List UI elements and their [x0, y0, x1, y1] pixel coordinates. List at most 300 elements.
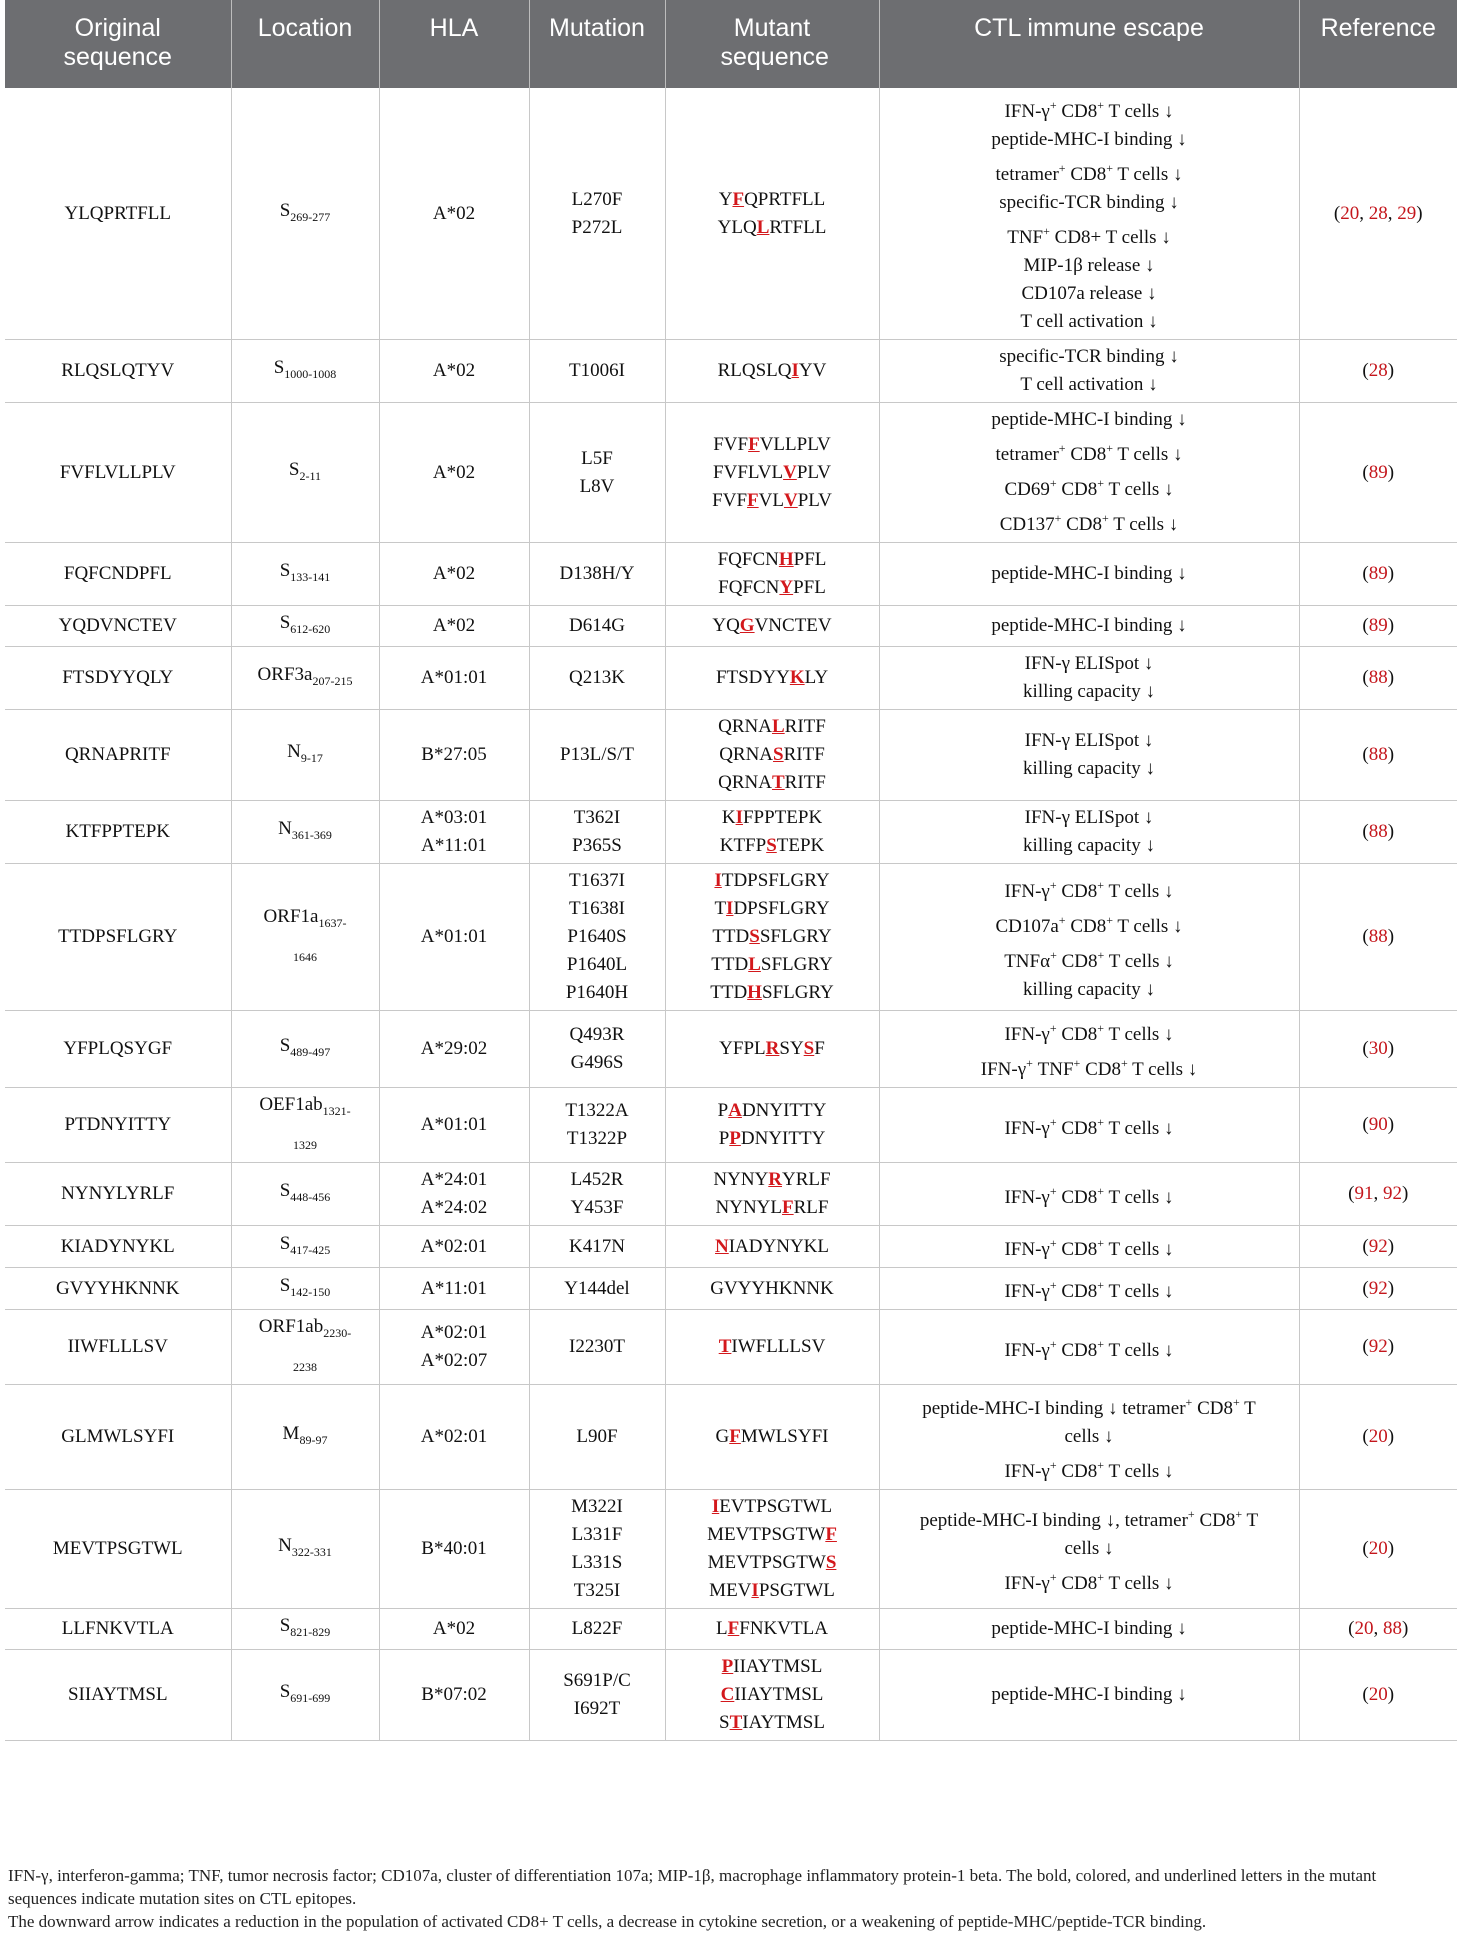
reference-link[interactable]: 88: [1368, 667, 1388, 688]
cell-mutant-sequence: [665, 1310, 879, 1385]
cell-reference: [1299, 1226, 1457, 1268]
superscript: +: [1102, 511, 1109, 525]
cell-location: [231, 647, 379, 710]
hla-allele: A*24:01: [420, 1169, 488, 1190]
sequence-text: QRNA: [719, 744, 774, 765]
cell-original-sequence: FVFLVLLPLV: [5, 403, 231, 543]
location-subscript: 1321-: [322, 1104, 351, 1118]
superscript: +: [1097, 1114, 1105, 1129]
reference-text: ): [1387, 1114, 1395, 1135]
sequence-text: QPRTFLL: [744, 188, 826, 210]
escape-text: IFN-γ: [1004, 1339, 1050, 1361]
mutation-site: I: [751, 1580, 759, 1601]
cell-reference: [1299, 1268, 1457, 1310]
sequence-text: FVF: [712, 489, 748, 511]
escape-effect-line: [886, 1681, 1293, 1709]
escape-text: specific-TCR binding ↓: [999, 192, 1179, 213]
sequence-text: VNCTEV: [754, 615, 832, 636]
reference-link[interactable]: 29: [1397, 202, 1417, 224]
reference-text: (: [1362, 1426, 1369, 1447]
mutation-label: Q493R: [569, 1024, 625, 1045]
sequence-text: PFL: [793, 549, 827, 570]
location-text: S: [279, 1035, 291, 1056]
cell-mutant-sequence: [665, 647, 879, 710]
reference-text: ,: [1373, 1618, 1383, 1639]
mutant-sequence-line: [672, 1653, 873, 1681]
superscript: +: [1232, 1395, 1240, 1409]
escape-text: T cells ↓: [1104, 880, 1174, 902]
reference-link[interactable]: 30: [1368, 1038, 1388, 1059]
cell-mutant-sequence: [665, 340, 879, 403]
cell-location: [231, 1609, 379, 1650]
mutation-label: G496S: [570, 1052, 624, 1073]
reference-text: ): [1387, 615, 1395, 636]
location-subscript: 821-829: [290, 1625, 331, 1639]
cell-hla: [379, 1490, 529, 1609]
escape-effect-line: [886, 560, 1293, 588]
reference-text: ,: [1387, 202, 1398, 224]
cell-mutant-sequence: [665, 1609, 879, 1650]
superscript: +: [1043, 224, 1050, 238]
escape-text: peptide-MHC-I binding ↓, tetramer: [919, 1510, 1188, 1531]
sequence-text: RLQSLQ: [717, 360, 792, 381]
location-text: ORF1ab: [258, 1316, 324, 1337]
mutant-sequence-line: [672, 1125, 873, 1153]
location-text: S: [279, 560, 291, 581]
cell-hla: [379, 1650, 529, 1741]
reference-text: (: [1362, 821, 1369, 842]
escape-text: CD8: [1192, 1398, 1233, 1419]
escape-text: CD8: [1056, 1117, 1098, 1139]
cell-location: [231, 1490, 379, 1609]
cell-ctl-immune-escape: [879, 340, 1299, 403]
sequence-text: FQFCN: [718, 577, 780, 598]
escape-effect-line: [886, 308, 1293, 336]
escape-text: CD137: [999, 514, 1055, 535]
escape-text: CD8: [1056, 1024, 1098, 1045]
mutation-label: T325I: [573, 1580, 621, 1601]
cell-original-sequence: YFPLQSYGF: [5, 1011, 231, 1088]
mutant-sequence-line: [672, 1423, 873, 1451]
escape-effect-line: [886, 1330, 1293, 1365]
mutation-label: I2230T: [569, 1336, 625, 1357]
cell-hla: [379, 1609, 529, 1650]
reference-link[interactable]: 89: [1368, 615, 1388, 636]
reference-text: ): [1402, 1183, 1409, 1204]
header-mutation: Mutation: [529, 0, 665, 88]
superscript: +: [1049, 1183, 1057, 1198]
mutation-label: T1006I: [569, 360, 625, 381]
mutation-label: S691P/C: [563, 1670, 631, 1691]
escape-effect-line: [886, 832, 1293, 860]
cell-hla: [379, 88, 529, 340]
reference-link[interactable]: 92: [1383, 1183, 1402, 1204]
superscript: +: [1049, 476, 1057, 490]
superscript: +: [1097, 1183, 1105, 1198]
table-container: [5, 0, 1457, 1741]
location-subscript: 322-331: [291, 1545, 332, 1559]
escape-text: T cells ↓: [1113, 444, 1183, 465]
escape-text: T cells ↓: [1104, 1024, 1174, 1045]
reference-text: (: [1348, 1618, 1355, 1639]
location-subscript: 1329: [293, 1138, 317, 1152]
cell-ctl-immune-escape: [879, 647, 1299, 710]
cell-ctl-immune-escape: [879, 1163, 1299, 1226]
cell-original-sequence: KTFPPTEPK: [5, 801, 231, 864]
sequence-text: Y: [718, 188, 733, 210]
reference-link[interactable]: 20: [1368, 1426, 1388, 1447]
cell-mutant-sequence: [665, 864, 879, 1011]
location-subscript: 207-215: [312, 674, 353, 688]
sequence-text: MEVTPSGTW: [707, 1524, 826, 1545]
superscript: +: [1185, 1395, 1193, 1409]
hla-allele: A*02: [432, 461, 476, 483]
mutant-sequence-line: [672, 951, 873, 979]
reference-text: (: [1348, 1183, 1355, 1204]
header-original-sequence: Original sequence: [5, 0, 231, 88]
mutant-sequence-line: [672, 923, 873, 951]
sequence-text: VLLPLV: [759, 433, 831, 455]
table-row: [5, 1226, 1457, 1268]
table-row: [5, 647, 1457, 710]
table-row: [5, 1310, 1457, 1385]
location-subscript: 1000-1008: [284, 367, 337, 381]
cell-original-sequence: PTDNYITTY: [5, 1088, 231, 1163]
cell-ctl-immune-escape: [879, 1650, 1299, 1741]
escape-text: T cells ↓: [1108, 514, 1179, 535]
hla-allele: B*07:02: [421, 1684, 487, 1705]
mutation-label: Y453F: [570, 1197, 624, 1218]
cell-hla: [379, 864, 529, 1011]
reference-link[interactable]: 20: [1354, 1618, 1374, 1639]
sequence-text: IAYTMSL: [742, 1712, 825, 1733]
cell-reference: [1299, 1310, 1457, 1385]
escape-effect-line: [886, 1108, 1293, 1143]
cell-original-sequence: FQFCNDPFL: [5, 543, 231, 606]
escape-text: killing capacity ↓: [1023, 978, 1155, 1000]
location-text: N: [278, 1535, 292, 1556]
cell-mutation: [529, 1088, 665, 1163]
header-hla: HLA: [379, 0, 529, 88]
cell-location: [231, 1163, 379, 1226]
reference-link[interactable]: 89: [1368, 563, 1388, 584]
reference-text: ): [1387, 1538, 1395, 1559]
escape-text: T cells ↓: [1104, 950, 1174, 972]
mutation-label: L331S: [571, 1552, 623, 1573]
cell-location: [231, 1011, 379, 1088]
escape-text: T cells ↓: [1113, 164, 1183, 185]
reference-link[interactable]: 20: [1340, 202, 1360, 224]
hla-allele: B*40:01: [421, 1538, 487, 1559]
reference-link[interactable]: 92: [1368, 1235, 1388, 1257]
hla-allele: A*02:01: [420, 1426, 488, 1447]
location-text: S: [273, 357, 285, 378]
escape-effect-line: [886, 727, 1293, 755]
cell-mutation: [529, 340, 665, 403]
table-row: [5, 1490, 1457, 1609]
escape-effect-line: [886, 343, 1293, 371]
reference-link[interactable]: 90: [1368, 1114, 1388, 1135]
reference-link[interactable]: 92: [1368, 1336, 1388, 1357]
sequence-text: TEPK: [776, 835, 825, 856]
escape-text: CD8: [1056, 1281, 1098, 1302]
mutant-sequence-line: [672, 1681, 873, 1709]
cell-mutation: [529, 606, 665, 647]
escape-text: T cell activation ↓: [1020, 374, 1158, 395]
sequence-text: EVTPSGTWL: [719, 1496, 833, 1517]
reference-text: (: [1333, 202, 1341, 224]
superscript: +: [1049, 1236, 1057, 1250]
sequence-text: YRLF: [782, 1169, 831, 1190]
reference-text: (: [1362, 1336, 1369, 1357]
escape-effect-line: [886, 504, 1293, 539]
escape-effect-line: [886, 976, 1293, 1004]
escape-effect-line: [886, 1451, 1293, 1486]
reference-link[interactable]: 28: [1368, 360, 1388, 381]
location-subscript: 2238: [293, 1360, 317, 1374]
cell-location: [231, 1268, 379, 1310]
escape-effect-line: [886, 678, 1293, 706]
cell-reference: [1299, 647, 1457, 710]
sequence-text: F: [814, 1038, 825, 1059]
sequence-text: PFL: [793, 577, 826, 598]
escape-text: CD107a: [995, 915, 1059, 937]
superscript: +: [1049, 1570, 1057, 1584]
reference-link[interactable]: 92: [1368, 1277, 1388, 1299]
table-row: [5, 403, 1457, 543]
cell-reference: [1299, 606, 1457, 647]
sequence-text: PLV: [796, 461, 831, 483]
cell-original-sequence: YLQPRTFLL: [5, 88, 231, 340]
escape-effect-line: [886, 1271, 1293, 1306]
cell-ctl-immune-escape: [879, 1226, 1299, 1268]
cell-mutation: [529, 1268, 665, 1310]
escape-effect-line: [886, 650, 1293, 678]
header-location: Location: [231, 0, 379, 88]
cell-mutation: [529, 1310, 665, 1385]
sequence-text: VL: [758, 489, 784, 511]
mutant-sequence-line: [672, 1194, 873, 1222]
escape-text: cells ↓: [1064, 1426, 1114, 1447]
cell-location: [231, 1650, 379, 1741]
table-row: [5, 88, 1457, 340]
sequence-text: SFLGRY: [759, 926, 832, 947]
cell-mutation: [529, 801, 665, 864]
reference-link[interactable]: 28: [1368, 202, 1388, 224]
location-subscript: 9-17: [300, 751, 323, 765]
escape-text: IFN-γ: [1004, 1281, 1050, 1302]
cell-hla: [379, 1385, 529, 1490]
superscript: +: [1097, 1278, 1105, 1292]
mutation-label: T1637I: [569, 870, 625, 891]
location-subscript: 142-150: [290, 1284, 331, 1299]
sequence-text: SFLGRY: [760, 954, 833, 975]
reference-text: ): [1387, 1277, 1395, 1299]
cell-original-sequence: MEVTPSGTWL: [5, 1490, 231, 1609]
footnote-arrow: The downward arrow indicates a reduction in the population of activated CD8+ T cells, a decrease in cytokine secretion, or a weakening of peptide-MHC/peptide-TCR binding.: [8, 1912, 1207, 1931]
cell-hla: [379, 1163, 529, 1226]
mutation-label: T1638I: [569, 898, 625, 919]
escape-effect-line: [886, 906, 1293, 941]
escape-effect-line: [886, 1014, 1293, 1049]
sequence-text: NYNY: [713, 1169, 769, 1190]
mutation-site: P: [729, 1128, 741, 1149]
cell-hla: [379, 647, 529, 710]
escape-text: specific-TCR binding ↓: [999, 346, 1179, 367]
cell-mutant-sequence: [665, 1490, 879, 1609]
sequence-text: PSGTWL: [758, 1580, 835, 1601]
sequence-text: FQFCN: [717, 549, 779, 570]
mutation-site: I: [714, 870, 722, 891]
reference-link[interactable]: 89: [1368, 461, 1388, 483]
sequence-text: FVFLVL: [713, 461, 784, 483]
mutation-label: K417N: [569, 1235, 625, 1257]
mutation-label: L452R: [570, 1169, 624, 1190]
escape-effect-line: [886, 434, 1293, 469]
escape-effect-line: [886, 189, 1293, 217]
sequence-text: RTFLL: [769, 216, 827, 238]
hla-allele: A*02:01: [420, 1322, 488, 1343]
escape-text: IFN-γ: [1004, 101, 1050, 122]
reference-text: ): [1416, 202, 1423, 224]
sequence-text: YV: [798, 360, 827, 381]
mutation-site: S: [825, 1552, 837, 1573]
escape-text: peptide-MHC-I binding ↓ tetramer: [922, 1398, 1186, 1419]
superscript: +: [1106, 912, 1114, 927]
sequence-text: P: [718, 1128, 730, 1149]
escape-text: IFN-γ ELISpot ↓: [1024, 653, 1154, 674]
cell-mutation: [529, 88, 665, 340]
reference-link[interactable]: 88: [1368, 821, 1388, 842]
cell-original-sequence: FTSDYYQLY: [5, 647, 231, 710]
reference-link[interactable]: 91: [1354, 1183, 1374, 1204]
sequence-text: IWFLLLSV: [731, 1336, 826, 1357]
cell-mutant-sequence: [665, 543, 879, 606]
superscript: +: [1049, 1278, 1057, 1292]
cell-original-sequence: TTDPSFLGRY: [5, 864, 231, 1011]
hla-allele: A*02: [432, 563, 476, 584]
header-reference: Reference: [1299, 0, 1457, 88]
cell-reference: [1299, 340, 1457, 403]
escape-text: CD8+ T cells ↓: [1049, 227, 1171, 248]
table-footnotes: [8, 1864, 1448, 1933]
table-body: [5, 88, 1457, 1741]
reference-link[interactable]: 20: [1368, 1538, 1388, 1559]
mutant-sequence-line: [672, 1166, 873, 1194]
superscript: +: [1050, 947, 1057, 962]
mutant-sequence-line: [672, 487, 873, 515]
escape-effect-line: [886, 154, 1293, 189]
escape-text: IFN-γ ELISpot ↓: [1024, 807, 1154, 828]
hla-allele: A*02: [432, 1618, 476, 1639]
mutation-site: I: [726, 898, 734, 919]
cell-reference: [1299, 1490, 1457, 1609]
reference-text: (: [1362, 667, 1369, 688]
escape-effect-line: [886, 1500, 1293, 1535]
escape-text: CD8: [1056, 1461, 1098, 1482]
reference-text: ): [1387, 744, 1395, 765]
table-row: [5, 543, 1457, 606]
cell-hla: [379, 1088, 529, 1163]
escape-text: MIP-1β release ↓: [1023, 255, 1155, 276]
reference-text: ): [1387, 926, 1395, 947]
escape-text: CD8: [1056, 1573, 1098, 1594]
escape-text: CD8: [1056, 1239, 1098, 1260]
escape-text: peptide-MHC-I binding ↓: [991, 615, 1187, 636]
hla-allele: A*02: [432, 360, 476, 381]
sequence-text: GVYYHKNNK: [710, 1277, 834, 1299]
sequence-text: YQ: [712, 615, 740, 636]
location-text: ORF3a: [257, 664, 313, 685]
ctl-escape-table: [5, 0, 1457, 1741]
reference-link[interactable]: 20: [1368, 1684, 1388, 1705]
cell-hla: [379, 1226, 529, 1268]
hla-allele: A*24:02: [420, 1197, 488, 1218]
superscript: +: [1049, 1021, 1057, 1035]
cell-location: [231, 403, 379, 543]
cell-original-sequence: RLQSLQTYV: [5, 340, 231, 403]
sequence-text: FTSDYY: [715, 667, 790, 688]
reference-link[interactable]: 88: [1383, 1618, 1402, 1639]
sequence-text: IIAYTMSL: [733, 1656, 823, 1677]
mutant-sequence-line: [672, 832, 873, 860]
table-row: [5, 1609, 1457, 1650]
superscript: +: [1187, 1507, 1195, 1521]
mutant-sequence-line: [672, 186, 873, 214]
mutant-sequence-line: [672, 741, 873, 769]
location-subscript: 448-456: [290, 1190, 331, 1204]
sequence-text: TTD: [711, 954, 749, 975]
cell-original-sequence: QRNAPRITF: [5, 710, 231, 801]
mutation-label: P13L/S/T: [560, 744, 634, 765]
table-row: [5, 710, 1457, 801]
cell-ctl-immune-escape: [879, 1385, 1299, 1490]
superscript: +: [1049, 1114, 1057, 1129]
escape-text: IFN-γ: [1004, 1239, 1050, 1260]
mutation-site: V: [783, 461, 797, 483]
escape-text: CD8: [1065, 444, 1107, 465]
mutation-site: I: [735, 807, 743, 828]
sequence-text: QRNA: [718, 772, 772, 793]
reference-link[interactable]: 88: [1368, 926, 1388, 947]
escape-text: T cells ↓: [1104, 479, 1174, 500]
reference-text: ): [1387, 1426, 1395, 1447]
location-subscript: 269-277: [290, 209, 331, 224]
reference-text: (: [1362, 461, 1369, 483]
escape-text: T cells ↓: [1104, 1461, 1174, 1482]
sequence-text: MWLSYFI: [740, 1426, 829, 1447]
cell-mutation: [529, 710, 665, 801]
reference-link[interactable]: 88: [1368, 744, 1388, 765]
cell-reference: [1299, 1609, 1457, 1650]
mutant-sequence-line: [672, 431, 873, 459]
cell-hla: [379, 710, 529, 801]
superscript: +: [1097, 1236, 1105, 1250]
cell-original-sequence: LLFNKVTLA: [5, 1609, 231, 1650]
escape-effect-line: [886, 1423, 1293, 1451]
escape-text: CD8: [1061, 514, 1103, 535]
mutation-site: H: [747, 982, 762, 1003]
cell-mutant-sequence: [665, 1088, 879, 1163]
hla-allele: A*11:01: [421, 1277, 487, 1299]
hla-allele: A*29:02: [420, 1038, 488, 1059]
superscript: +: [1097, 1021, 1105, 1035]
sequence-text: MEV: [709, 1580, 752, 1601]
mutation-label: D614G: [569, 615, 625, 636]
mutation-site: I: [711, 1496, 720, 1517]
reference-text: ): [1387, 667, 1395, 688]
superscript: +: [1049, 877, 1057, 892]
